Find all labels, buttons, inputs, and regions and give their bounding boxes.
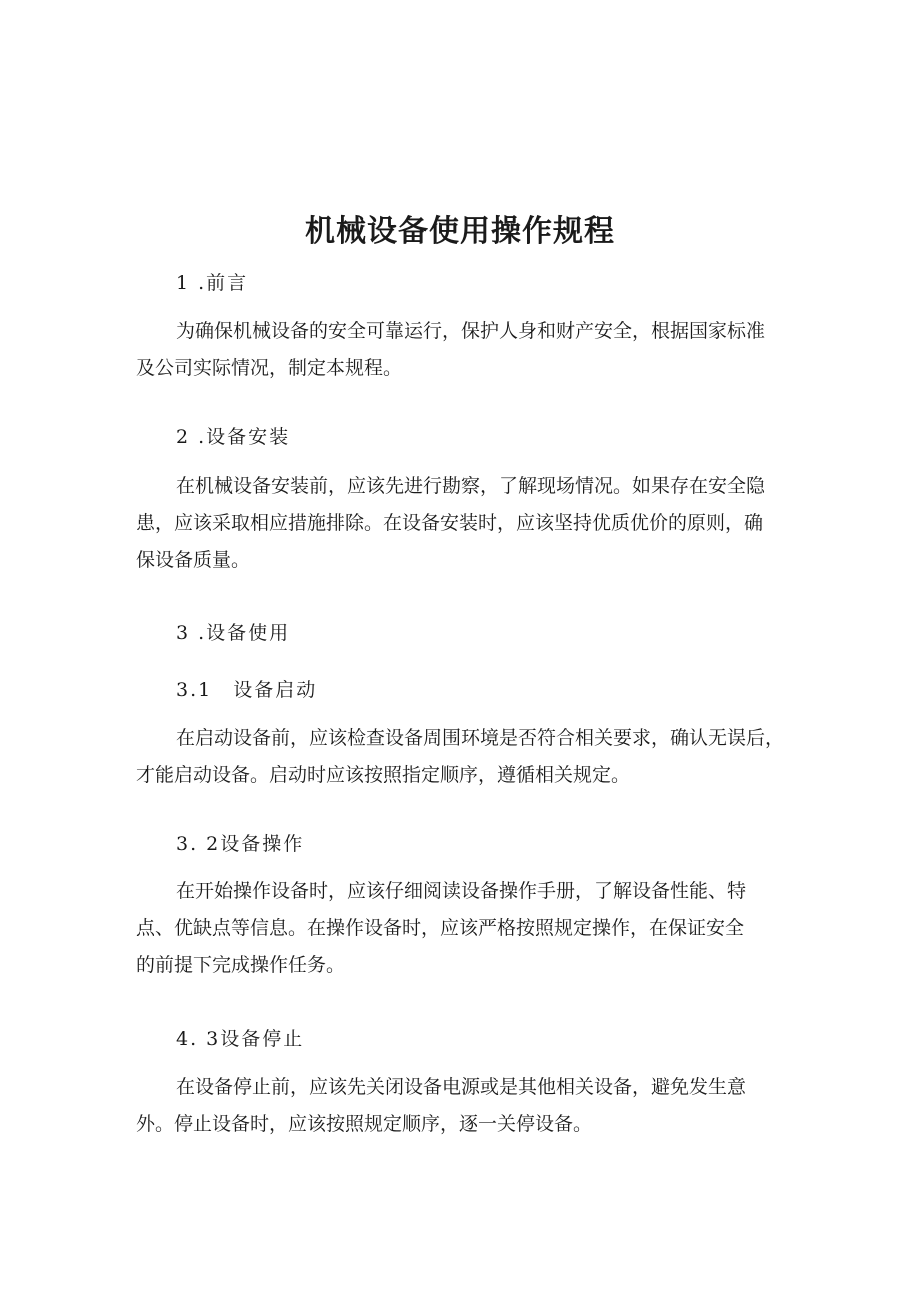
paragraph-line: 患，应该采取相应措施排除。在设备安装时，应该坚持优质优价的原则，确 xyxy=(136,512,764,534)
paragraph-line: 才能启动设备。启动时应该按照指定顺序，遵循相关规定。 xyxy=(136,764,631,786)
section-heading-preface: 1 .前言 xyxy=(176,272,249,294)
paragraph-line: 在启动设备前，应该检查设备周围环境是否符合相关要求，确认无误后， xyxy=(176,727,785,749)
section-paragraph-operation xyxy=(136,873,798,984)
section-paragraph-startup xyxy=(136,720,798,794)
section-heading-shutdown: 4. 3设备停止 xyxy=(176,1028,305,1050)
document-title: 机械设备使用操作规程 xyxy=(305,214,615,249)
paragraph-line: 在机械设备安装前，应该先进行勘察，了解现场情况。如果存在安全隐 xyxy=(176,475,766,497)
paragraph-line: 点、优缺点等信息。在操作设备时，应该严格按照规定操作，在保证安全 xyxy=(136,917,745,939)
paragraph-line: 的前提下完成操作任务。 xyxy=(136,954,346,976)
section-paragraph-shutdown xyxy=(136,1069,798,1143)
section-paragraph-installation xyxy=(136,468,798,579)
section-heading-usage: 3 .设备使用 xyxy=(176,622,291,644)
paragraph-line: 保设备质量。 xyxy=(136,549,251,571)
section-heading-operation: 3. 2设备操作 xyxy=(176,833,305,855)
paragraph-line: 为确保机械设备的安全可靠运行，保护人身和财产安全，根据国家标准 xyxy=(176,320,766,342)
section-heading-installation: 2 .设备安装 xyxy=(176,426,291,448)
paragraph-line: 外。停止设备时，应该按照规定顺序，逐一关停设备。 xyxy=(136,1113,593,1135)
section-heading-startup: 3.1 设备启动 xyxy=(176,679,318,701)
paragraph-line: 在设备停止前，应该先关闭设备电源或是其他相关设备，避免发生意 xyxy=(176,1076,747,1098)
paragraph-line: 在开始操作设备时，应该仔细阅读设备操作手册，了解设备性能、特 xyxy=(176,880,747,902)
paragraph-line: 及公司实际情况，制定本规程。 xyxy=(136,357,403,379)
section-paragraph-preface xyxy=(136,313,798,387)
